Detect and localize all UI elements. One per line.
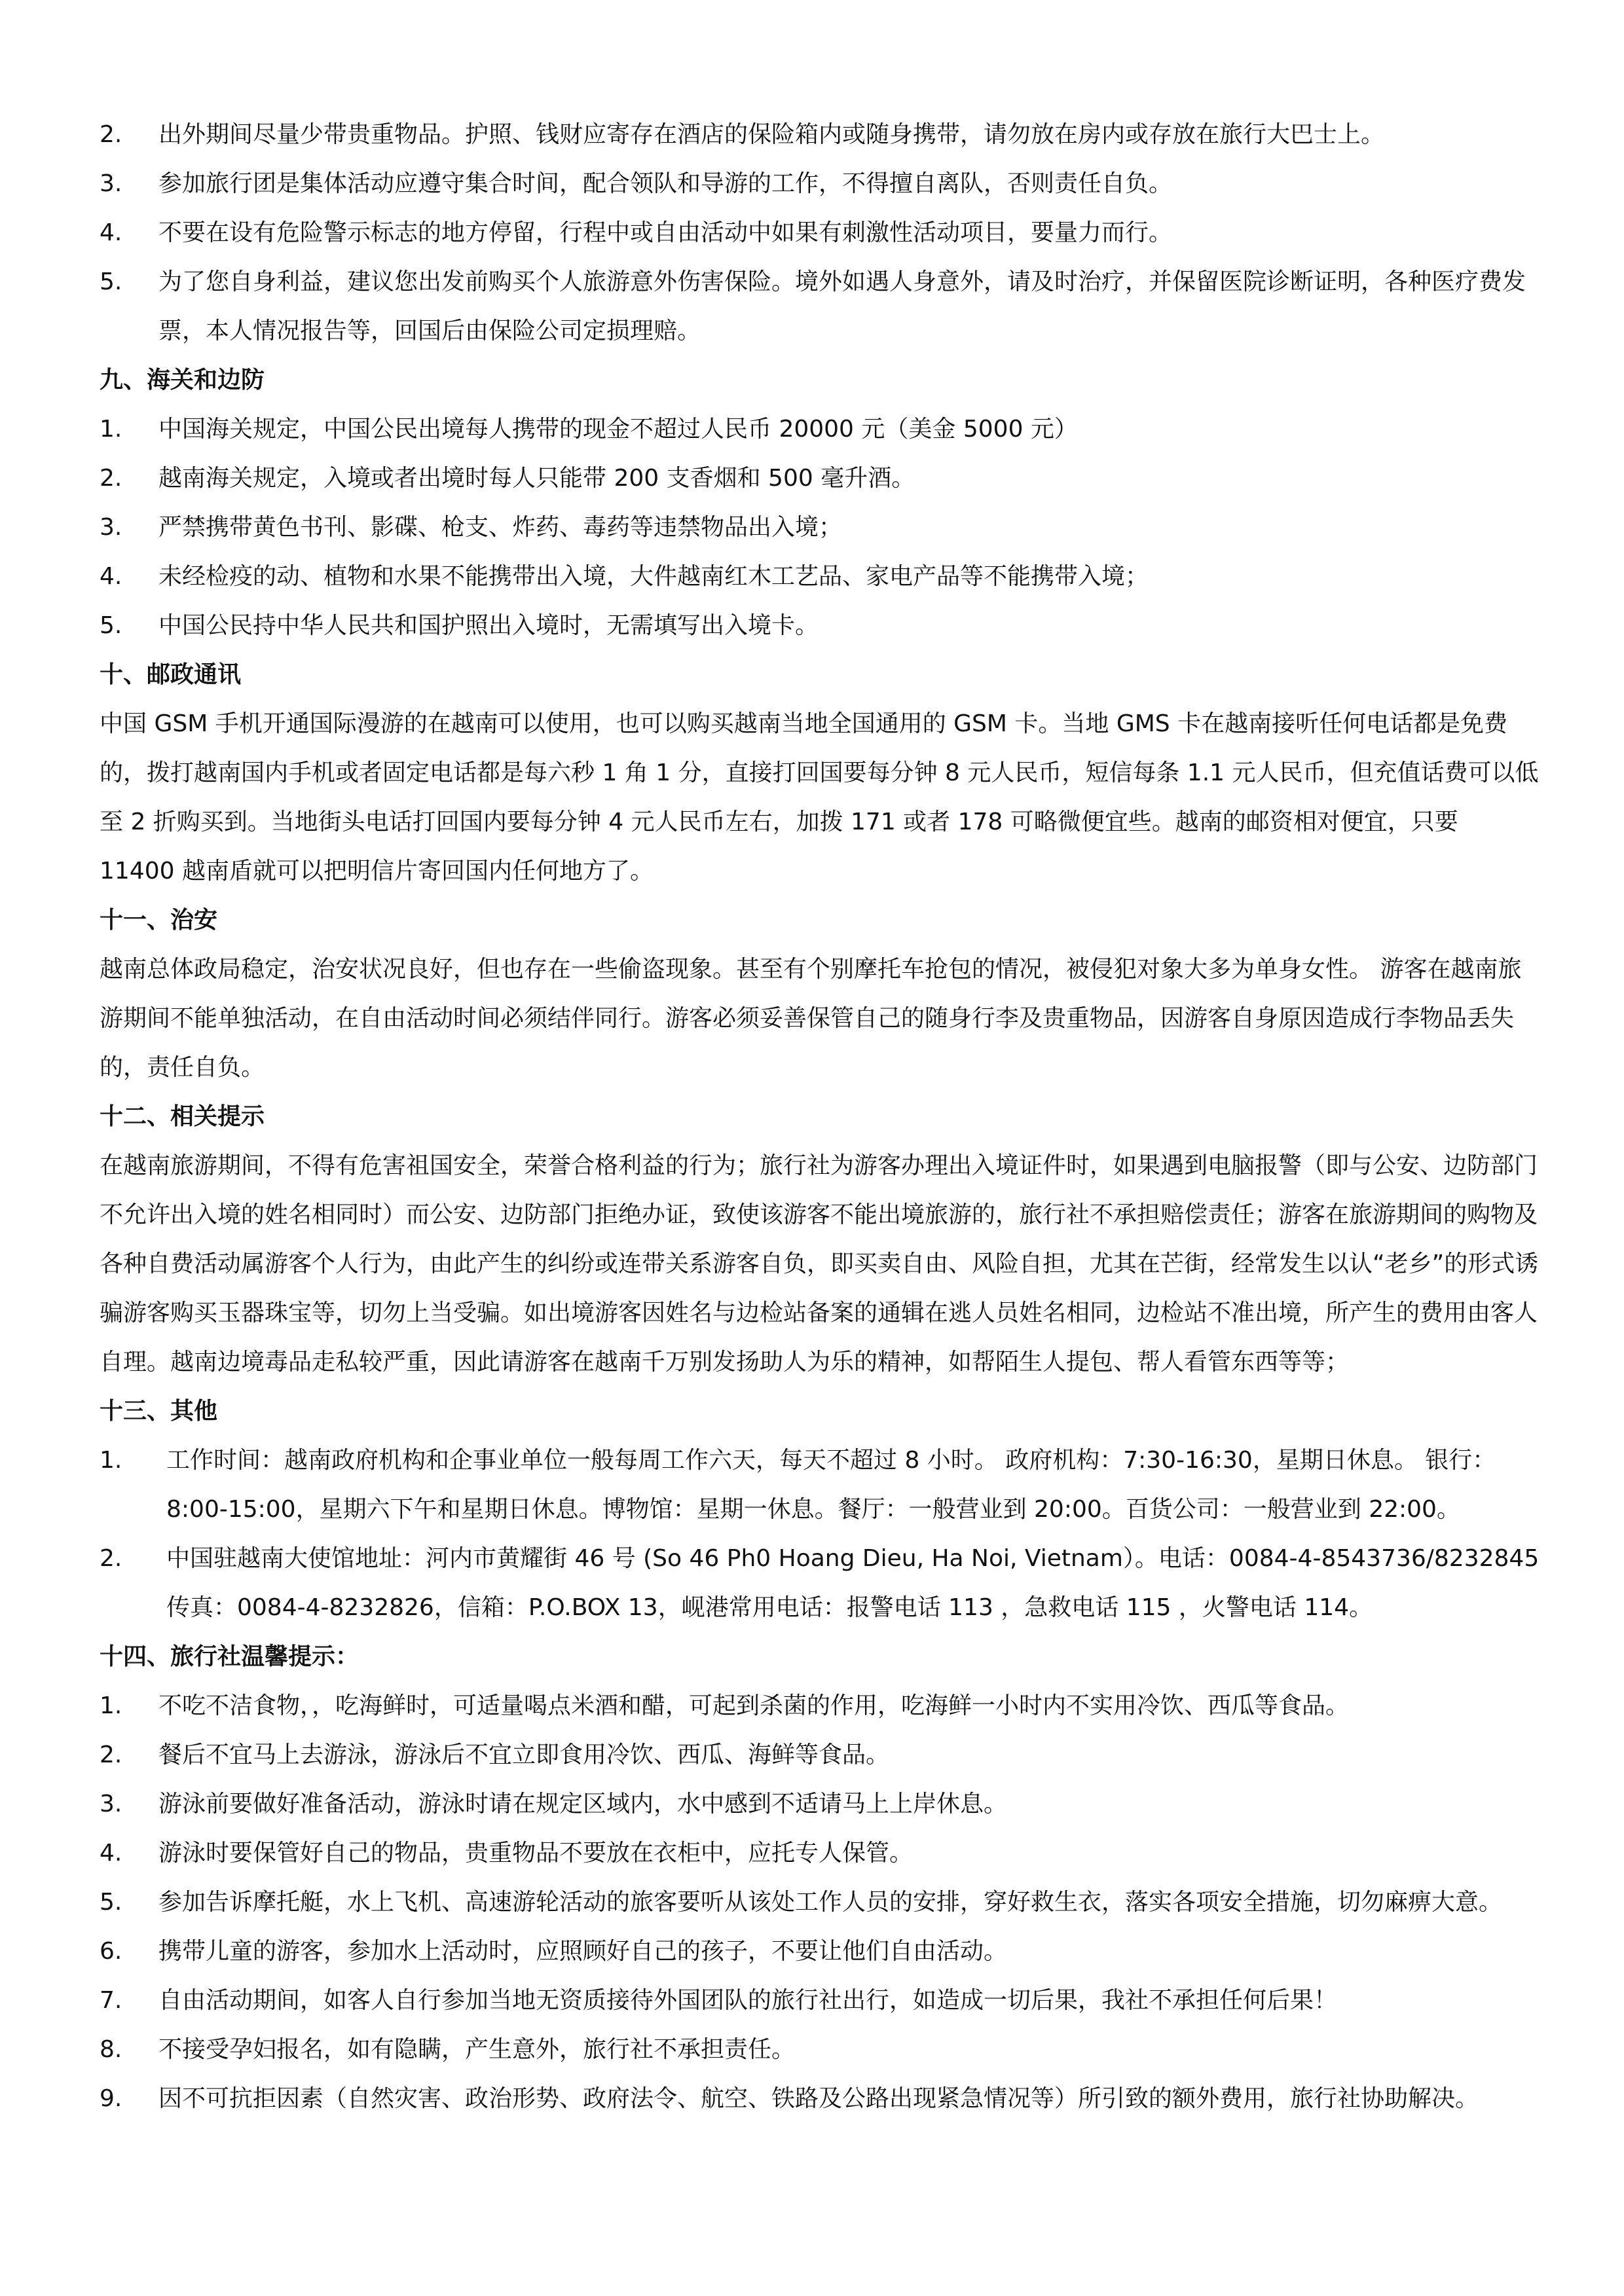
list-item: [100, 454, 1540, 503]
item-number: 4.: [100, 219, 122, 246]
item-text: 不吃不洁食物，，吃海鲜时，可适量喝点米酒和醋，可起到杀菌的作用，吃海鲜一小时内不实用冷饮、西瓜等食品。: [158, 1692, 1350, 1719]
list-item: [100, 405, 1540, 454]
item-text: 参加旅行团是集体活动应遵守集合时间，配合领队和导游的工作，不得擅自离队，否则责任自负。: [158, 170, 1173, 197]
list-item: [100, 601, 1540, 650]
list-item: [100, 503, 1540, 552]
item-number: 4.: [100, 1840, 122, 1867]
item-text: 中国海关规定，中国公民出境每人携带的现金不超过人民币 20000 元（美金 5000 元）: [158, 416, 1078, 443]
item-text: 因不可抗拒因素（自然灾害、政治形势、政府法令、航空、铁路及公路出现紧急情况等）所引致的额外费用，旅行社协助解决。: [158, 2085, 1479, 2112]
list-item: [100, 1779, 1540, 1829]
item-text: 越南海关规定，入境或者出境时每人只能带 200 支香烟和 500 毫升酒。: [158, 465, 915, 492]
list-item: [100, 552, 1540, 601]
item-text: 参加告诉摩托艇，水上飞机、高速游轮活动的旅客要听从该处工作人员的安排，穿好救生衣，落实各项安全措施，切勿麻痹大意。: [158, 1889, 1503, 1916]
list-item: [100, 1878, 1540, 1927]
list-item: [100, 1436, 1540, 1534]
document-page: [100, 110, 1540, 2123]
item-number: 4.: [100, 563, 122, 590]
item-number: 2.: [100, 1741, 122, 1768]
item-number: 1.: [100, 1447, 122, 1474]
item-text: 游泳时要保管好自己的物品，贵重物品不要放在衣柜中，应托专人保管。: [158, 1840, 913, 1867]
section-heading: 十、邮政通讯: [100, 661, 242, 688]
section-other: [100, 1387, 1540, 1632]
section-paragraph: 在越南旅游期间，不得有危害祖国安全，荣誉合格利益的行为；旅行社为游客办理出入境证件时，如果遇到电脑报警（即与公安、边防部门不允许出入境的姓名相同时）而公安、边防部门拒绝办证，致使该游客不能出境旅游的，旅行社不承担赔偿责任；游客在旅游期间的购物及各种自费活动属游客个人行为，由此产生的纠纷或连带关系游客自负，即买卖自由、风险自担，尤其在芒街，经常发生以认“老乡”的形式诱骗游客购买玉器珠宝等，切勿上当受骗。如出境游客因姓名与边检站备案的通辑在逃人员姓名相同，边检站不准出境，所产生的费用由客人自理。越南边境毒品走私较严重，因此请游客在越南千万别发扬助人为乐的精神，如帮陌生人提包、帮人看管东西等等；: [100, 1152, 1539, 1376]
section-heading: 十四、旅行社温馨提示：: [100, 1643, 360, 1670]
item-number: 2.: [100, 1545, 122, 1572]
item-number: 9.: [100, 2085, 122, 2112]
item-number: 5.: [100, 1889, 122, 1916]
list-item: [100, 1730, 1540, 1779]
item-text: 不要在设有危险警示标志的地方停留，行程中或自由活动中如果有刺激性活动项目，要量力而行。: [158, 219, 1173, 246]
item-text: 自由活动期间，如客人自行参加当地无资质接待外国团队的旅行社出行，如造成一切后果，我社不承担任何后果！: [158, 1987, 1338, 2014]
section-safety-continued: [100, 110, 1540, 355]
item-number: 8.: [100, 2036, 122, 2063]
list-item: [100, 1976, 1540, 2025]
section-paragraph: 越南总体政局稳定，治安状况良好，但也存在一些偷盗现象。甚至有个别摩托车抢包的情况，被侵犯对象大多为单身女性。 游客在越南旅游期间不能单独活动，在自由活动时间必须结伴同行。游客必须妥善保管自己的随身行李及贵重物品，因游客自身原因造成行李物品丢失的，责任自负。: [100, 956, 1522, 1081]
item-number: 1.: [100, 1692, 122, 1719]
list-item: [100, 110, 1540, 159]
list-item: [100, 208, 1540, 257]
item-text: 出外期间尽量少带贵重物品。护照、钱财应寄存在酒店的保险箱内或随身携带，请勿放在房内或存放在旅行大巴士上。: [158, 121, 1385, 148]
item-number: 5.: [100, 612, 122, 639]
section-postal: [100, 650, 1540, 896]
item-number: 1.: [100, 416, 122, 443]
list-item: [100, 2074, 1540, 2123]
section-related-tips: [100, 1092, 1540, 1387]
item-text: 游泳前要做好准备活动，游泳时请在规定区域内，水中感到不适请马上上岸休息。: [158, 1791, 1008, 1817]
item-text: 携带儿童的游客，参加水上活动时，应照顾好自己的孩子，不要让他们自由活动。: [158, 1938, 1008, 1965]
item-number: 6.: [100, 1938, 122, 1965]
item-text: 工作时间：越南政府机构和企事业单位一般每周工作六天，每天不超过 8 小时。 政府机构：7:30-16:30，星期日休息。 银行：8:00-15:00，星期六下午和星期日休息。博物馆：星期一休息。餐厅：一般营业到 20:00。百货公司：一般营业到 22:00。: [166, 1447, 1496, 1523]
item-number: 5.: [100, 268, 122, 295]
list-item: [100, 1681, 1540, 1730]
item-text: 未经检疫的动、植物和水果不能携带出入境，大件越南红木工艺品、家电产品等不能携带入境；: [158, 563, 1149, 590]
section-customs: [100, 355, 1540, 650]
list-item: [100, 159, 1540, 208]
item-number: 3.: [100, 170, 122, 197]
item-number: 7.: [100, 1987, 122, 2014]
list-item: [100, 1534, 1540, 1632]
section-security: [100, 896, 1540, 1092]
section-heading: 十二、相关提示: [100, 1103, 265, 1130]
item-number: 3.: [100, 514, 122, 541]
item-number: 3.: [100, 1791, 122, 1817]
item-text: 中国驻越南大使馆地址：河内市黄耀街 46 号 (So 46 Ph0 Hoang Dieu, Ha Noi, Vietnam）。电话：0084-4-8543736/8232845 传真：0084-4-8232826，信箱：P.O.BOX 13，岘港常用电话：报警电话 113 ，急救电话 115 ，火警电话 114。: [166, 1545, 1540, 1621]
section-heading: 十三、其他: [100, 1398, 218, 1425]
list-item: [100, 1927, 1540, 1976]
list-item: [100, 2025, 1540, 2074]
section-travel-agency-tips: [100, 1632, 1540, 2123]
item-text: 不接受孕妇报名，如有隐瞒，产生意外，旅行社不承担责任。: [158, 2036, 796, 2063]
item-text: 为了您自身利益，建议您出发前购买个人旅游意外伤害保险。境外如遇人身意外，请及时治疗，并保留医院诊断证明，各种医疗费发票，本人情况报告等，回国后由保险公司定损理赔。: [158, 268, 1526, 344]
list-item: [100, 257, 1540, 355]
item-text: 中国公民持中华人民共和国护照出入境时，无需填写出入境卡。: [158, 612, 819, 639]
section-paragraph: 中国 GSM 手机开通国际漫游的在越南可以使用，也可以购买越南当地全国通用的 GSM 卡。当地 GMS 卡在越南接听任何电话都是免费的，拨打越南国内手机或者固定电话都是每六秒 1 角 1 分，直接打回国要每分钟 8 元人民币，短信每条 1.1 元人民币，但充值话费可以低至 2 折购买到。当地街头电话打回国内要每分钟 4 元人民币左右，加拨 171 或者 178 可略微便宜些。越南的邮资相对便宜，只要 11400 越南盾就可以把明信片寄回国内任何地方了。: [100, 710, 1539, 884]
item-text: 餐后不宜马上去游泳，游泳后不宜立即食用冷饮、西瓜、海鲜等食品。: [158, 1741, 890, 1768]
item-number: 2.: [100, 121, 122, 148]
list-item: [100, 1829, 1540, 1878]
item-text: 严禁携带黄色书刊、影碟、枪支、炸药、毒药等违禁物品出入境；: [158, 514, 843, 541]
item-number: 2.: [100, 465, 122, 492]
section-heading: 十一、治安: [100, 907, 218, 934]
section-heading: 九、海关和边防: [100, 367, 265, 393]
